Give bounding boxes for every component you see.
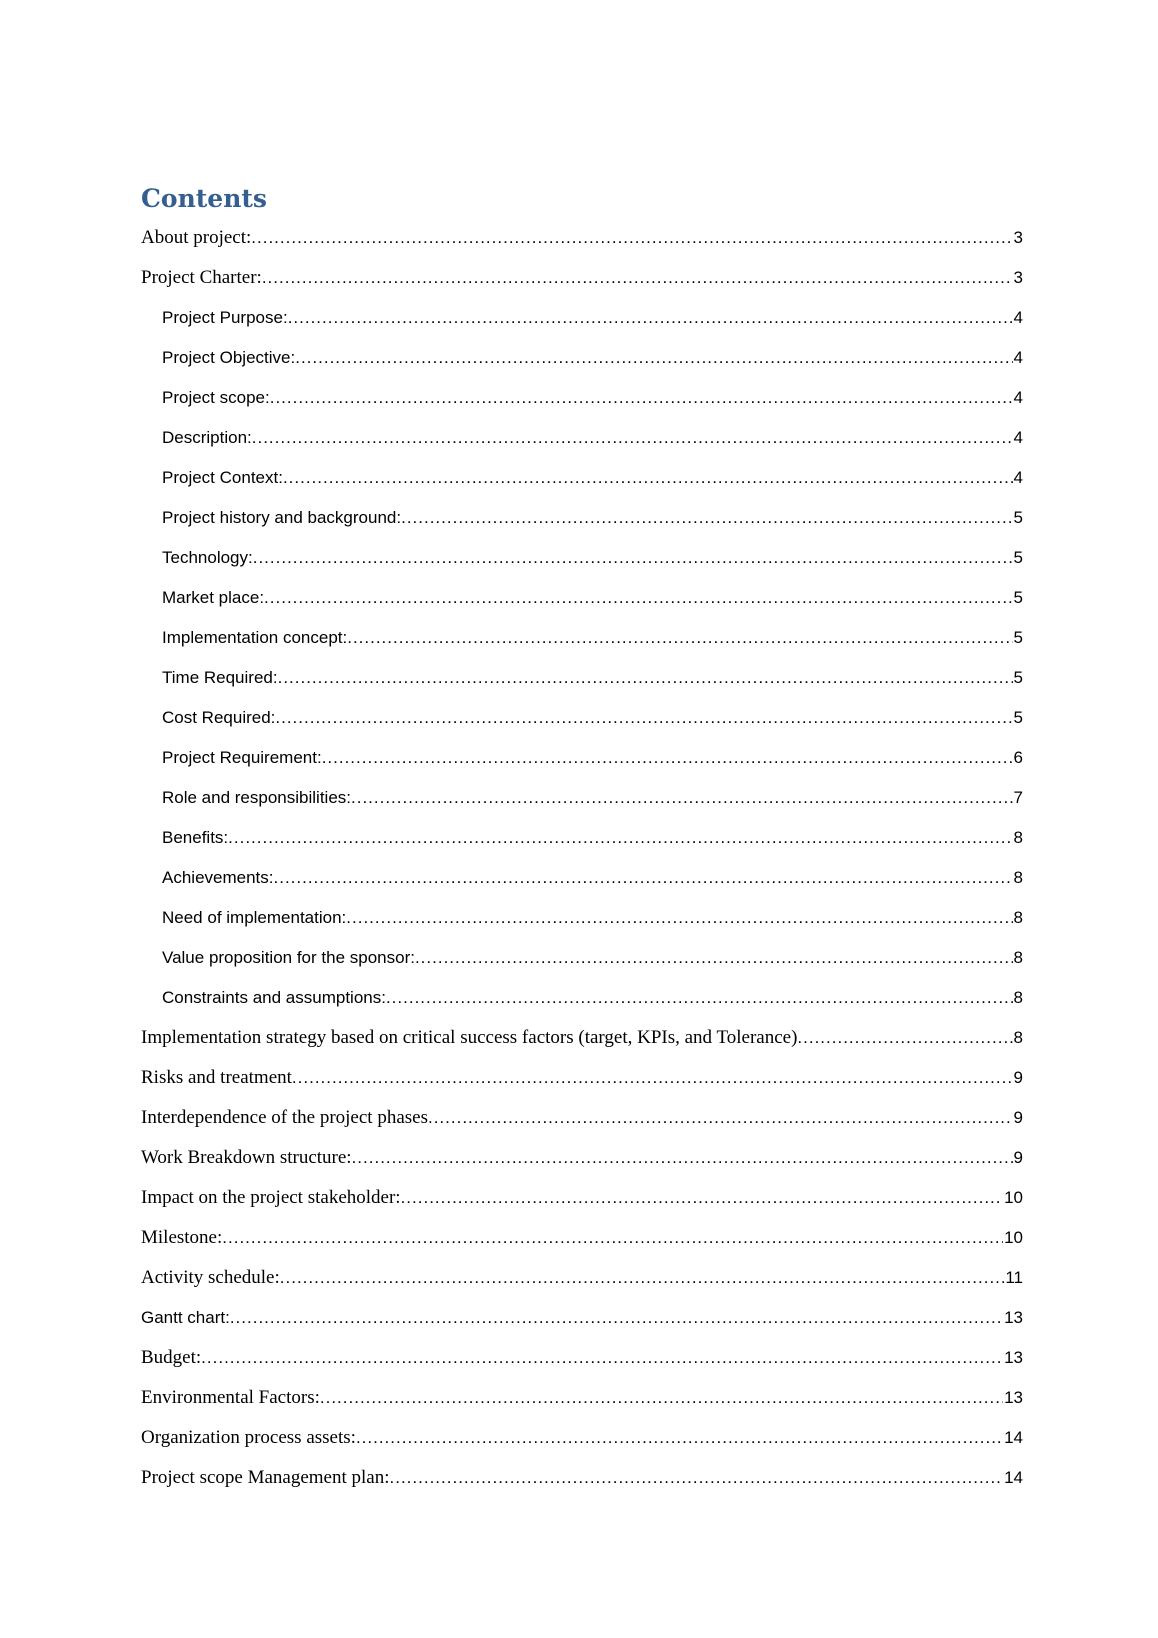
toc-dot-leader xyxy=(428,1102,1013,1134)
toc-entry[interactable] xyxy=(141,1382,1023,1422)
toc-entry[interactable] xyxy=(141,262,1023,302)
toc-page-number: 4 xyxy=(1013,308,1023,327)
toc-dot-leader xyxy=(390,1462,1004,1494)
toc-entry[interactable] xyxy=(141,702,1023,742)
toc-entry-title: Interdependence of the project phases xyxy=(141,1107,428,1128)
toc-entry[interactable] xyxy=(141,582,1023,622)
toc-entry-title: Time Required: xyxy=(162,668,278,687)
toc-entry[interactable] xyxy=(141,422,1023,462)
toc-page-number: 7 xyxy=(1013,788,1023,807)
toc-dot-leader xyxy=(201,1342,1003,1374)
toc-dot-leader xyxy=(346,902,1012,934)
toc-entry[interactable] xyxy=(141,822,1023,862)
toc-dot-leader xyxy=(274,862,1013,894)
toc-entry-title: Project scope: xyxy=(162,388,270,407)
toc-entry-title: Gantt chart: xyxy=(141,1308,230,1327)
toc-entry[interactable] xyxy=(141,382,1023,422)
toc-page-number: 5 xyxy=(1013,668,1023,687)
toc-entry-title: Benefits: xyxy=(162,828,229,847)
toc-page-number: 3 xyxy=(1013,268,1023,287)
toc-page-number: 9 xyxy=(1013,1068,1023,1087)
toc-page-number: 8 xyxy=(1013,1028,1023,1047)
toc-entry-title: Role and responsibilities: xyxy=(162,788,351,807)
toc-page-number: 8 xyxy=(1013,908,1023,927)
toc-entry[interactable] xyxy=(141,502,1023,542)
toc-entry-title: Environmental Factors: xyxy=(141,1387,320,1408)
toc-entry-title: Cost Required: xyxy=(162,708,276,727)
table-of-contents xyxy=(141,222,1023,1502)
toc-entry-title: Project Charter: xyxy=(141,267,262,288)
toc-entry-title: Project Requirement: xyxy=(162,748,322,767)
toc-dot-leader xyxy=(228,822,1012,854)
toc-page-number: 4 xyxy=(1013,388,1023,407)
toc-entry-title: About project: xyxy=(141,227,252,248)
toc-entry[interactable] xyxy=(141,462,1023,502)
toc-page-number: 10 xyxy=(1004,1228,1023,1247)
toc-dot-leader xyxy=(322,742,1013,774)
toc-dot-leader xyxy=(292,1062,1013,1094)
toc-dot-leader xyxy=(356,1422,1003,1454)
toc-page-number: 6 xyxy=(1013,748,1023,767)
toc-dot-leader xyxy=(280,1262,1005,1294)
toc-page-number: 5 xyxy=(1013,628,1023,647)
toc-page-number: 4 xyxy=(1013,428,1023,447)
toc-dot-leader xyxy=(251,222,1012,254)
toc-page-number: 4 xyxy=(1013,348,1023,367)
toc-entry-title: Activity schedule: xyxy=(141,1267,280,1288)
toc-dot-leader xyxy=(401,502,1012,534)
toc-entry[interactable] xyxy=(141,622,1023,662)
toc-dot-leader xyxy=(347,622,1012,654)
toc-entry-title: Implementation concept: xyxy=(162,628,348,647)
toc-entry-title: Budget: xyxy=(141,1347,202,1368)
toc-page-number: 5 xyxy=(1013,508,1023,527)
toc-dot-leader xyxy=(262,262,1013,294)
toc-entry-title: Description: xyxy=(162,428,252,447)
toc-dot-leader xyxy=(283,462,1013,494)
toc-page-number: 8 xyxy=(1013,948,1023,967)
toc-entry[interactable] xyxy=(141,1342,1023,1382)
toc-dot-leader xyxy=(278,662,1013,694)
toc-entry-title: Milestone: xyxy=(141,1227,223,1248)
toc-entry[interactable] xyxy=(141,1222,1023,1262)
toc-entry-title: Implementation strategy based on critical success factors (target, KPIs, and Tolerance) xyxy=(141,1027,798,1048)
toc-dot-leader xyxy=(386,982,1013,1014)
toc-page-number: 11 xyxy=(1005,1268,1023,1287)
toc-entry[interactable] xyxy=(141,982,1023,1022)
toc-page-number: 5 xyxy=(1013,708,1023,727)
toc-entry-title: Project Objective: xyxy=(162,348,296,367)
toc-entry[interactable] xyxy=(141,542,1023,582)
toc-entry-title: Work Breakdown structure: xyxy=(141,1147,352,1168)
toc-page-number: 8 xyxy=(1013,828,1023,847)
toc-entry[interactable] xyxy=(141,862,1023,902)
toc-entry[interactable] xyxy=(141,902,1023,942)
toc-dot-leader xyxy=(288,302,1013,334)
toc-entry[interactable] xyxy=(141,342,1023,382)
toc-dot-leader xyxy=(275,702,1012,734)
toc-entry-title: Value proposition for the sponsor: xyxy=(162,948,415,967)
toc-entry[interactable] xyxy=(141,222,1023,262)
toc-page-number: 8 xyxy=(1013,868,1023,887)
toc-entry[interactable] xyxy=(141,1462,1023,1502)
toc-page-number: 9 xyxy=(1013,1108,1023,1127)
toc-page-number: 5 xyxy=(1013,548,1023,567)
toc-page-number: 10 xyxy=(1004,1188,1023,1207)
toc-entry[interactable] xyxy=(141,942,1023,982)
toc-dot-leader xyxy=(230,1302,1003,1334)
toc-dot-leader xyxy=(415,942,1013,974)
toc-entry[interactable] xyxy=(141,1022,1023,1062)
toc-entry-title: Project Purpose: xyxy=(162,308,288,327)
toc-page-number: 13 xyxy=(1004,1388,1023,1407)
toc-entry-title: Project history and background: xyxy=(162,508,402,527)
toc-entry[interactable] xyxy=(141,1302,1023,1342)
toc-dot-leader xyxy=(295,342,1012,374)
toc-dot-leader xyxy=(253,542,1013,574)
toc-page-number: 14 xyxy=(1004,1468,1023,1487)
toc-dot-leader xyxy=(352,1142,1013,1174)
toc-entry-title: Organization process assets: xyxy=(141,1427,356,1448)
toc-heading: Contents xyxy=(141,184,268,213)
toc-entry[interactable] xyxy=(141,742,1023,782)
toc-entry-title: Constraints and assumptions: xyxy=(162,988,386,1007)
toc-entry[interactable] xyxy=(141,782,1023,822)
toc-dot-leader xyxy=(401,1182,1004,1214)
toc-entry-title: Risks and treatment xyxy=(141,1067,292,1088)
toc-page-number: 3 xyxy=(1013,228,1023,247)
toc-entry-title: Project scope Management plan: xyxy=(141,1467,390,1488)
toc-dot-leader xyxy=(797,1022,1012,1054)
toc-entry[interactable] xyxy=(141,1102,1023,1142)
toc-page-number: 14 xyxy=(1004,1428,1023,1447)
toc-dot-leader xyxy=(252,422,1013,454)
toc-page-number: 13 xyxy=(1004,1308,1023,1327)
toc-page-number: 4 xyxy=(1013,468,1023,487)
toc-entry[interactable] xyxy=(141,1062,1023,1102)
toc-dot-leader xyxy=(351,782,1013,814)
toc-dot-leader xyxy=(270,382,1013,414)
toc-entry-title: Achievements: xyxy=(162,868,274,887)
toc-entry-title: Project Context: xyxy=(162,468,283,487)
toc-entry[interactable] xyxy=(141,662,1023,702)
toc-entry[interactable] xyxy=(141,1142,1023,1182)
toc-dot-leader xyxy=(264,582,1012,614)
toc-dot-leader xyxy=(320,1382,1003,1414)
toc-page-number: 5 xyxy=(1013,588,1023,607)
toc-page-number: 13 xyxy=(1004,1348,1023,1367)
toc-entry[interactable] xyxy=(141,1422,1023,1462)
toc-entry[interactable] xyxy=(141,1182,1023,1222)
toc-entry-title: Need of implementation: xyxy=(162,908,347,927)
toc-entry-title: Impact on the project stakeholder: xyxy=(141,1187,401,1208)
toc-entry-title: Technology: xyxy=(162,548,253,567)
toc-entry-title: Market place: xyxy=(162,588,265,607)
toc-page-number: 8 xyxy=(1013,988,1023,1007)
toc-entry[interactable] xyxy=(141,302,1023,342)
toc-dot-leader xyxy=(222,1222,1003,1254)
toc-entry[interactable] xyxy=(141,1262,1023,1302)
toc-page-number: 9 xyxy=(1013,1148,1023,1167)
